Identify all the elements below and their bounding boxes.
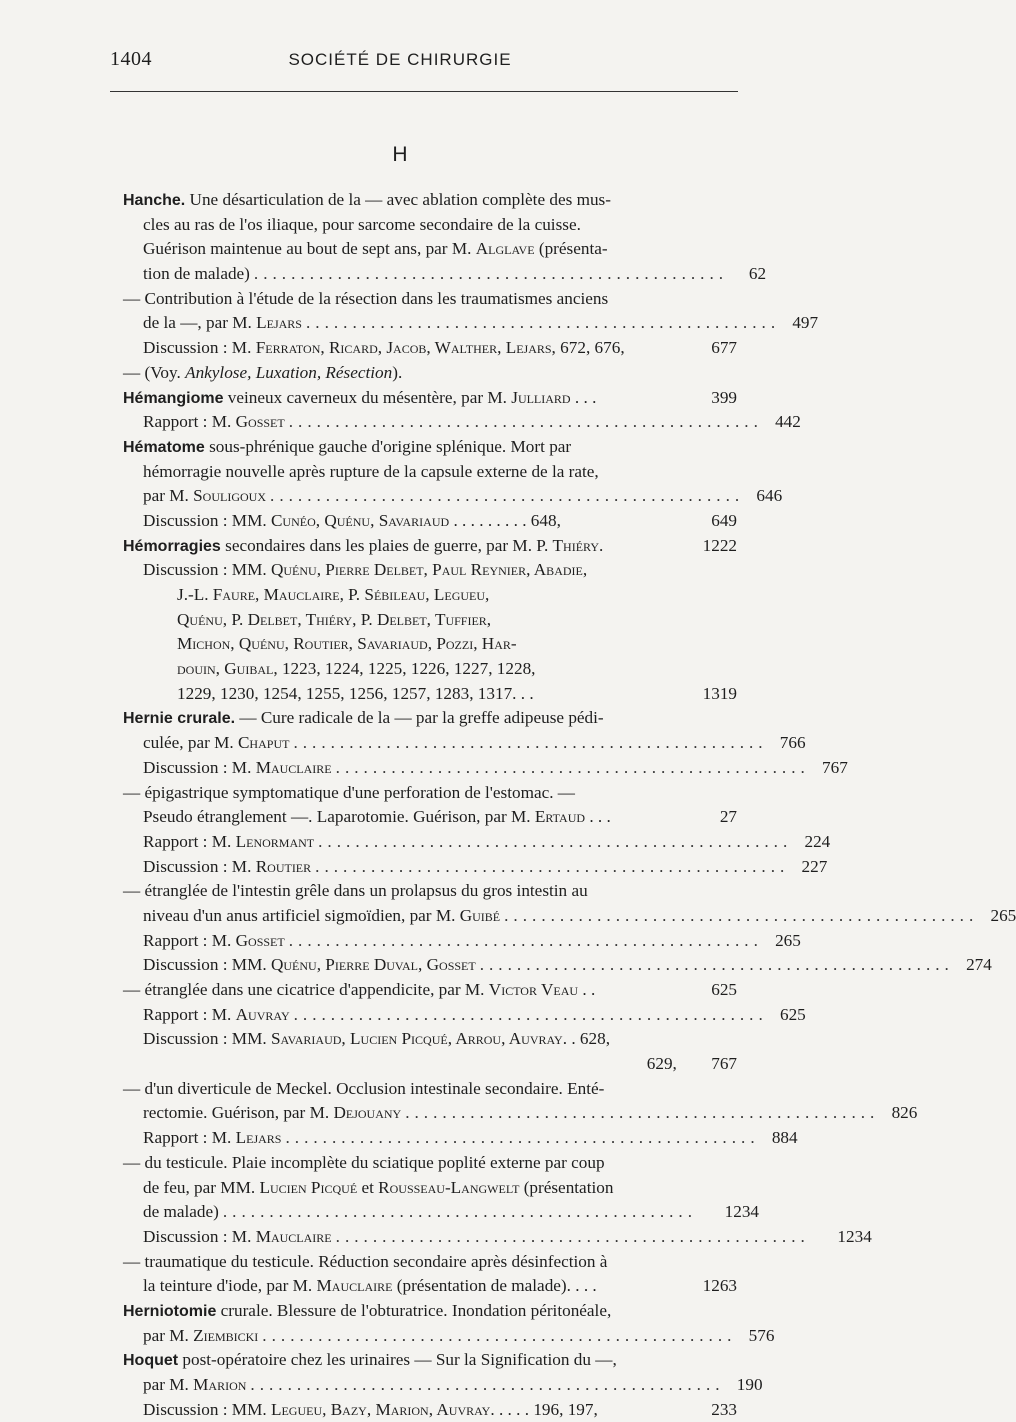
page-ref: 1234	[837, 1226, 872, 1246]
author-names: Souligoux	[193, 486, 267, 506]
index-line	[123, 781, 737, 806]
page-ref: 233	[711, 1399, 737, 1419]
page-number: 1404	[110, 48, 152, 70]
leader-dots: ...................................................	[270, 486, 745, 506]
index-line	[123, 805, 737, 830]
leader-dots: ...................................................	[285, 1128, 760, 1148]
leader-dots	[534, 682, 675, 707]
author-names: Lejars	[235, 1128, 282, 1148]
entry-keyword: Hernie crurale.	[123, 710, 236, 728]
entry-keyword: Herniotomie	[123, 1302, 217, 1320]
index-line	[123, 188, 737, 213]
author-names: Ferraton, Ricard, Jacob, Walther, Lejars,	[255, 338, 556, 358]
leader-dots: ...................................................	[293, 733, 768, 753]
page-ref: 649	[711, 510, 737, 530]
index-line	[123, 830, 831, 855]
author-names: Gosset	[235, 930, 285, 950]
index-line	[123, 657, 737, 682]
page-ref: 826	[891, 1103, 918, 1123]
line-text: (présentation de malade). . . .	[392, 1276, 597, 1296]
line-text: de feu, par MM.	[143, 1177, 260, 1197]
line-text: Discussion : M.	[143, 856, 256, 876]
index-line	[123, 682, 737, 707]
line-text: Discussion : M.	[143, 1226, 256, 1246]
author-names: Quénu, P. Delbet, Thiéry, P. Delbet, Tuffier,	[177, 609, 492, 629]
line-text: Rapport : M.	[143, 930, 236, 950]
author-names: Ertaud	[534, 807, 586, 827]
page-ref: 625	[711, 980, 737, 999]
author-names: Lucien Picqué	[259, 1177, 358, 1197]
leader-dots	[597, 1274, 675, 1299]
index-line	[123, 361, 737, 386]
line-text: Rapport : M.	[143, 831, 236, 851]
running-title: SOCIÉTÉ DE CHIRURGIE	[288, 50, 512, 69]
line-text: hémorragie nouvelle après rupture de la capsule externe de la rate,	[143, 461, 599, 481]
index-line	[123, 1398, 737, 1422]
leader-dots: ...................................................	[222, 1202, 698, 1222]
line-text: Discussion : MM.	[143, 1029, 271, 1049]
line-text: — Cure radicale de la — par la greffe adipeuse pédi-	[235, 708, 604, 728]
leader-dots	[595, 978, 699, 1003]
index-line	[123, 756, 848, 781]
index-line	[123, 262, 767, 287]
index-entries	[123, 188, 1016, 1422]
line-text: — (Voy.	[123, 362, 186, 382]
page-ref: 442	[775, 412, 801, 432]
line-text: Guérison maintenue au bout de sept ans, par M.	[143, 239, 476, 259]
line-text: niveau d'un anus artificiel sigmoïdien, par M.	[143, 905, 460, 925]
index-line	[123, 1101, 918, 1126]
index-line	[123, 386, 737, 411]
line-text: — traumatique du testicule. Réduction secondaire après désinfection à	[123, 1251, 608, 1271]
author-names: Cunéo, Quénu, Savariaud	[270, 510, 450, 530]
page-ref: 399	[711, 387, 737, 407]
line-text: 629,	[646, 1054, 677, 1074]
line-text: et	[357, 1177, 379, 1197]
page-ref: 576	[748, 1325, 775, 1345]
page-ref: 767	[711, 1054, 737, 1074]
line-text: la teinture d'iode, par M.	[143, 1276, 317, 1296]
index-line	[123, 1126, 798, 1151]
entry-keyword: Hémangiome	[123, 389, 224, 407]
page-ref: 265	[775, 930, 801, 950]
page-ref: 1234	[724, 1202, 760, 1222]
author-names: Alglave	[475, 239, 535, 259]
author-names: Rousseau-Langwelt	[378, 1177, 520, 1197]
line-text: par M.	[143, 1325, 194, 1345]
page-ref: 1263	[702, 1276, 737, 1296]
index-line	[123, 904, 1016, 929]
line-text: Pseudo étranglement —. Laparotomie. Guérison, par M.	[143, 807, 535, 827]
index-line	[123, 929, 801, 954]
cross-reference: Ankylose, Luxation, Résection	[185, 362, 393, 382]
leader-dots	[625, 336, 699, 361]
index-line	[123, 1200, 760, 1225]
index-line	[123, 1324, 775, 1349]
line-text: Discussion : M.	[143, 338, 256, 358]
index-line	[123, 336, 737, 361]
entry-keyword: Hématome	[123, 438, 205, 456]
index-line	[123, 213, 737, 238]
line-text: . .	[578, 980, 596, 999]
index-line	[123, 534, 737, 559]
leader-dots	[598, 1398, 699, 1422]
index-line	[123, 1003, 806, 1028]
author-names: Mauclaire	[316, 1276, 393, 1296]
index-line	[123, 287, 737, 312]
leader-dots: ...................................................	[504, 905, 979, 925]
leader-dots: ...................................................	[335, 1226, 810, 1246]
author-names: Guibé	[459, 905, 501, 925]
index-line	[123, 484, 783, 509]
index-line	[123, 608, 737, 633]
line-text: veineux caverneux du mésentère, par M.	[223, 387, 512, 407]
line-text: 1223, 1224, 1225, 1226, 1227, 1228,	[277, 659, 536, 679]
leader-dots: ...................................................	[405, 1103, 880, 1123]
entry-keyword: Hoquet	[123, 1352, 179, 1370]
author-names: Thiéry	[552, 535, 600, 555]
line-text: crurale. Blessure de l'obturatrice. Inondation péritonéale,	[216, 1300, 612, 1320]
line-text: Rapport : M.	[143, 1128, 236, 1148]
line-text: tion de malade)	[143, 264, 250, 284]
leader-dots: ...................................................	[293, 1004, 768, 1024]
page-ref: 224	[804, 831, 831, 851]
index-line	[123, 1299, 737, 1324]
index-line	[123, 1027, 737, 1052]
line-text: par M.	[143, 1375, 194, 1394]
leader-dots: ...................................................	[335, 757, 810, 777]
author-names: Routier	[255, 856, 312, 876]
line-text: . . .	[585, 807, 611, 827]
index-line	[123, 706, 737, 731]
line-text: — d'un diverticule de Meckel. Occlusion intestinale secondaire. Enté-	[123, 1078, 605, 1098]
author-names: Mauclaire	[255, 1226, 332, 1246]
line-text: ).	[392, 362, 403, 382]
page-ref: 265	[990, 905, 1016, 925]
index-line	[123, 953, 992, 978]
line-text: par M.	[143, 486, 194, 506]
line-text: rectomie. Guérison, par M.	[143, 1103, 334, 1123]
leader-dots: ...................................................	[315, 856, 790, 876]
author-names: Lejars	[256, 313, 302, 333]
index-line	[123, 1052, 737, 1077]
line-text: (présentation	[519, 1177, 614, 1197]
leader-dots: ...................................................	[288, 412, 763, 432]
leader-dots	[603, 534, 675, 559]
line-text: — étranglée dans une cicatrice d'appendicite, par M.	[123, 980, 489, 999]
index-line	[123, 731, 806, 756]
author-names: Dejouany	[333, 1103, 402, 1123]
line-text: Discussion : MM.	[143, 510, 271, 530]
index-line	[123, 237, 737, 262]
line-text: de malade)	[143, 1202, 219, 1222]
leader-dots: ...................................................	[253, 264, 729, 284]
page-ref: 274	[966, 955, 992, 975]
line-text: — du testicule. Plaie incomplète du sciatique poplité externe par coup	[123, 1152, 605, 1172]
page-ref: 766	[779, 733, 806, 753]
author-names: Michon, Quénu, Routier, Savariaud, Pozzi, Har-	[177, 634, 517, 654]
line-text: 672, 676,	[555, 338, 625, 358]
index-line	[123, 978, 737, 1003]
line-text: .	[599, 535, 604, 555]
author-names: Julliard	[511, 387, 571, 407]
line-text: Discussion : MM.	[143, 955, 271, 975]
index-line	[123, 1250, 737, 1275]
index-line	[123, 1348, 737, 1373]
index-line	[123, 509, 737, 534]
page-ref: 625	[779, 1004, 806, 1024]
line-text: Discussion : MM.	[143, 560, 271, 580]
page-ref: 767	[822, 757, 848, 777]
page-ref: 677	[711, 338, 737, 358]
index-line	[123, 1151, 737, 1176]
page-ref: 1319	[702, 683, 737, 703]
line-text: — Contribution à l'étude de la résection dans les traumatismes anciens	[123, 288, 609, 308]
author-names: Lenormant	[235, 831, 315, 851]
index-line	[123, 460, 737, 485]
line-text: 1229, 1230, 1254, 1255, 1256, 1257, 1283, 1317. . .	[177, 683, 534, 703]
line-text: . . 628,	[562, 1029, 610, 1049]
line-text: Une désarticulation de la — avec ablation complète des mus-	[185, 190, 611, 209]
line-text: Discussion : MM.	[143, 1399, 271, 1419]
index-line	[123, 1176, 737, 1201]
page-ref: 227	[801, 856, 828, 876]
line-text: — épigastrique symptomatique d'une perforation de l'estomac. —	[123, 782, 575, 802]
author-names: Chaput	[237, 733, 290, 753]
entry-keyword: Hémorragies	[123, 537, 221, 555]
header-rule	[110, 91, 738, 92]
index-line	[123, 1274, 737, 1299]
line-text: . . . . . 196, 197,	[490, 1399, 598, 1419]
author-names: Auvray	[235, 1004, 290, 1024]
line-text: (présenta-	[534, 239, 608, 259]
index-line	[123, 1077, 737, 1102]
index-line	[123, 558, 737, 583]
leader-dots: ...................................................	[250, 1375, 725, 1394]
index-line	[123, 879, 737, 904]
index-line	[123, 855, 828, 880]
page-ref: 190	[736, 1375, 763, 1394]
leader-dots: ...................................................	[305, 313, 781, 333]
leader-dots: ...................................................	[288, 930, 763, 950]
line-text: Rapport : M.	[143, 1004, 236, 1024]
author-names: douin, Guibal,	[177, 659, 278, 679]
index-line	[123, 1225, 872, 1250]
leader-dots	[596, 386, 699, 411]
line-text: cles au ras de l'os iliaque, pour sarcome secondaire de la cuisse.	[143, 214, 581, 234]
section-letter: H	[392, 143, 408, 166]
line-text: culée, par M.	[143, 733, 238, 753]
author-names: Gosset	[235, 412, 285, 432]
index-line	[123, 410, 801, 435]
leader-dots	[611, 805, 699, 830]
leader-dots	[561, 509, 699, 534]
page-ref: 62	[748, 264, 767, 284]
line-text: Discussion : M.	[143, 757, 256, 777]
author-names: Legueu, Bazy, Marion, Auvray	[270, 1399, 491, 1419]
author-names: Victor Veau	[488, 980, 579, 999]
author-names: Mauclaire	[255, 757, 332, 777]
page-ref: 646	[756, 486, 783, 506]
author-names: Quénu, Pierre Duval, Gosset	[270, 955, 476, 975]
line-text: . . . . . . . . . 648,	[449, 510, 561, 530]
index-line	[123, 311, 819, 336]
line-text: sous-phrénique gauche d'origine splénique. Mort par	[204, 436, 572, 456]
line-text: post-opératoire chez les urinaires — Sur la Signification du —,	[178, 1350, 617, 1370]
author-names: Savariaud, Lucien Picqué, Arrou, Auvray	[270, 1029, 563, 1049]
index-line	[123, 583, 737, 608]
author-names: Ziembicki	[193, 1325, 259, 1345]
index-line	[123, 435, 737, 460]
page-ref: 1222	[702, 535, 737, 555]
entry-keyword: Hanche.	[123, 192, 186, 209]
leader-dots: ...................................................	[262, 1325, 737, 1345]
line-text: secondaires dans les plaies de guerre, par M. P.	[220, 535, 553, 555]
author-names: J.-L. Faure, Mauclaire, P. Sébileau, Legueu,	[177, 585, 490, 604]
leader-dots: ...................................................	[318, 831, 793, 851]
line-text: Rapport : M.	[143, 412, 236, 432]
page-ref: 27	[719, 807, 737, 827]
index-line	[123, 632, 737, 657]
leader-dots: ...................................................	[479, 955, 954, 975]
line-text: . . .	[570, 387, 597, 407]
page-ref: 497	[792, 313, 819, 333]
index-line	[123, 1373, 763, 1398]
author-names: Quénu, Pierre Delbet, Paul Reynier, Abadie,	[270, 560, 588, 580]
page-ref: 884	[771, 1128, 798, 1148]
author-names: Marion	[193, 1375, 247, 1394]
line-text: de la —, par M.	[143, 313, 257, 333]
line-text: — étranglée de l'intestin grêle dans un prolapsus du gros intestin au	[123, 881, 588, 901]
